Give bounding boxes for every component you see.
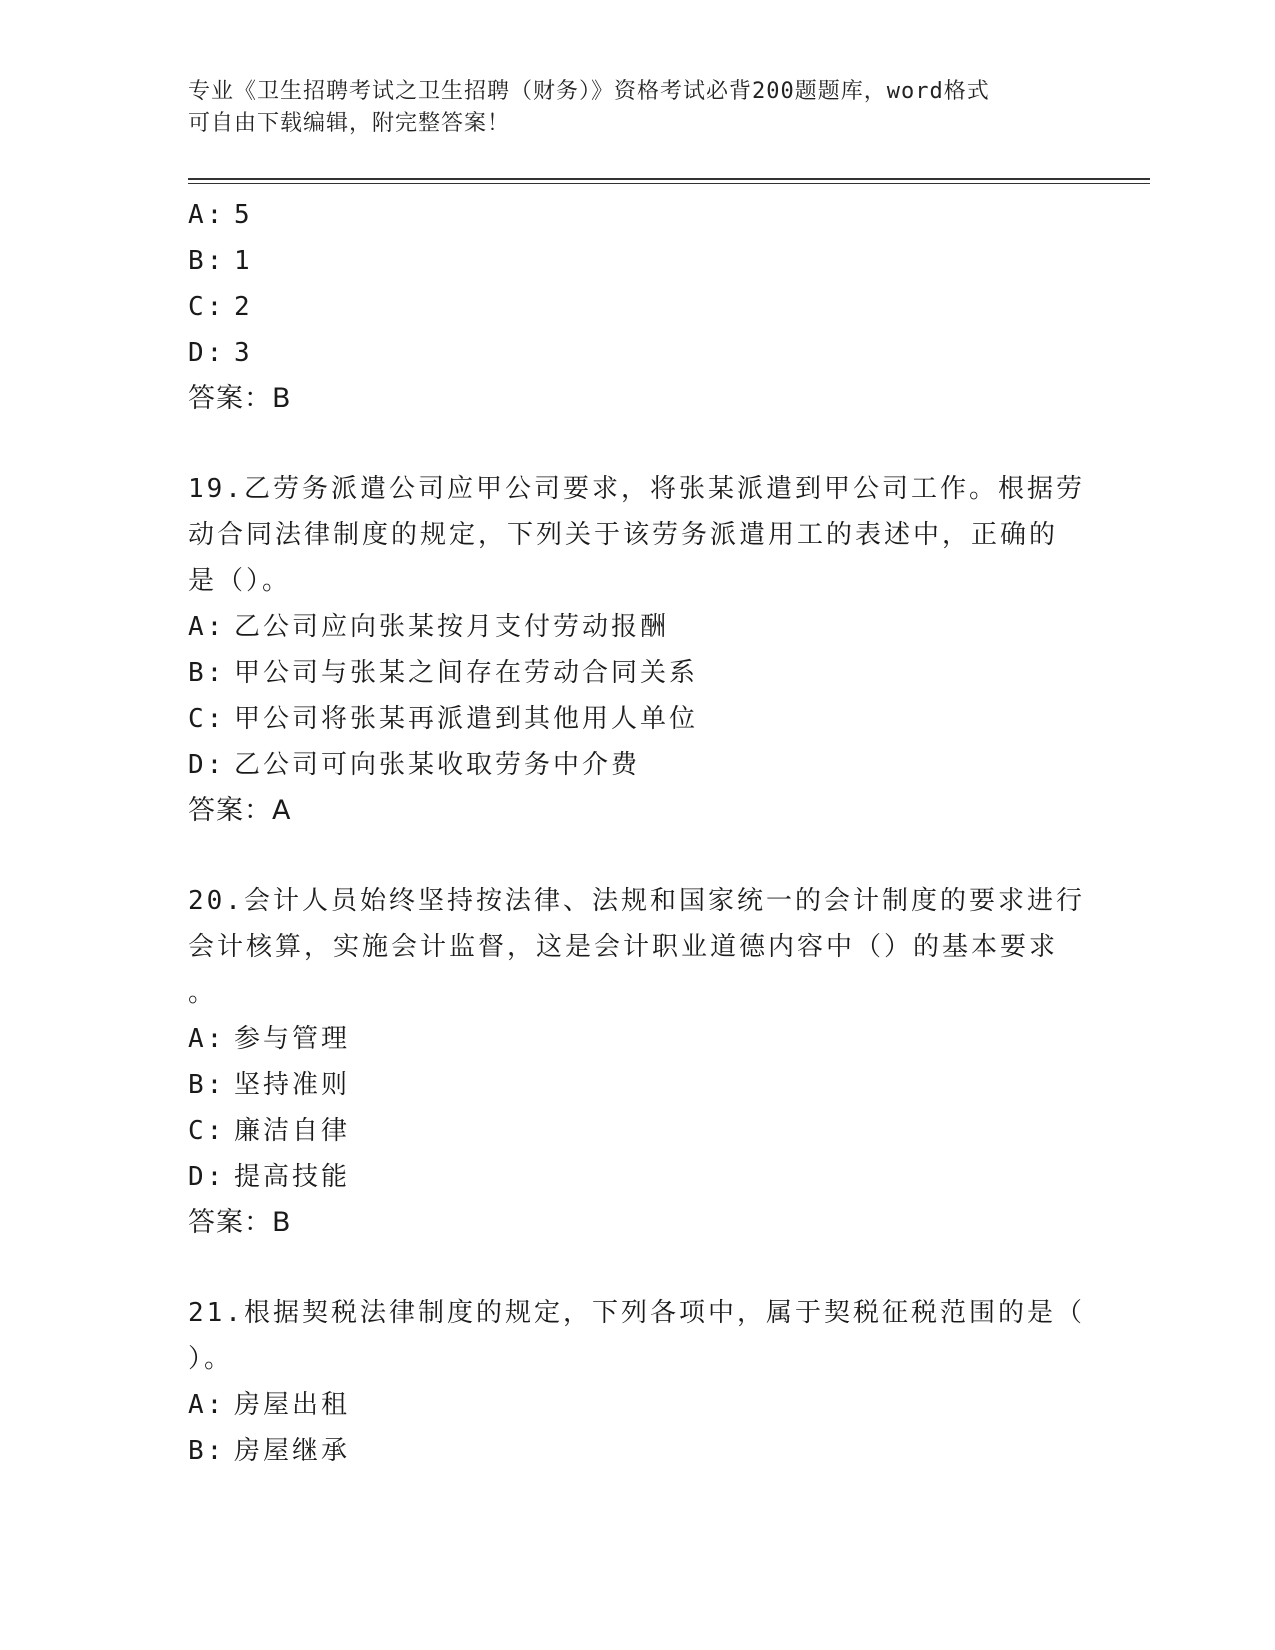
option-a: A: 参与管理 xyxy=(188,1024,351,1054)
question-text-line: 20.会计人员始终坚持按法律、法规和国家统一的会计制度的要求进行 xyxy=(188,886,1085,916)
question-text-line: 19.乙劳务派遣公司应甲公司要求，将张某派遣到甲公司工作。根据劳 xyxy=(188,474,1085,504)
option-c: C: 廉洁自律 xyxy=(188,1116,351,1146)
option-b: B: 1 xyxy=(188,246,253,276)
answer-18: 答案：B xyxy=(188,383,292,414)
question-text-line: 会计核算，实施会计监督，这是会计职业道德内容中（）的基本要求 xyxy=(188,932,1059,962)
option-d: D: 提高技能 xyxy=(188,1162,351,1192)
question-21 xyxy=(188,1290,1088,1474)
option-c: C: 2 xyxy=(188,292,253,322)
option-b: B: 房屋继承 xyxy=(188,1436,351,1466)
question-list xyxy=(188,192,1088,1474)
question-19 xyxy=(188,466,1088,834)
option-d: D: 3 xyxy=(188,338,253,368)
option-a: A: 5 xyxy=(188,200,253,230)
answer-19: 答案：A xyxy=(188,795,292,826)
question-text-line: 是（）。 xyxy=(188,566,292,596)
header-line-2: 可自由下载编辑，附完整答案！ xyxy=(188,111,511,136)
question-18 xyxy=(188,192,1088,422)
option-b: B: 坚持准则 xyxy=(188,1070,351,1100)
option-b: B: 甲公司与张某之间存在劳动合同关系 xyxy=(188,658,699,688)
header-line-1: 专业《卫生招聘考试之卫生招聘（财务）》资格考试必背200题题库，word格式 xyxy=(188,79,990,104)
header-divider-thin xyxy=(188,183,1150,184)
question-20 xyxy=(188,878,1088,1246)
question-text-line: ）。 xyxy=(188,1344,234,1374)
option-a: A: 乙公司应向张某按月支付劳动报酬 xyxy=(188,612,670,642)
answer-20: 答案：B xyxy=(188,1207,292,1238)
option-d: D: 乙公司可向张某收取劳务中介费 xyxy=(188,750,641,780)
question-text-line: 动合同法律制度的规定，下列关于该劳务派遣用工的表述中，正确的 xyxy=(188,520,1059,550)
option-a: A: 房屋出租 xyxy=(188,1390,351,1420)
option-c: C: 甲公司将张某再派遣到其他用人单位 xyxy=(188,704,699,734)
document-header xyxy=(188,76,1068,140)
question-text-line: 21.根据契税法律制度的规定，下列各项中，属于契税征税范围的是（ xyxy=(188,1298,1085,1328)
question-text-line: 。 xyxy=(188,978,218,1008)
header-divider-thick xyxy=(188,178,1150,180)
